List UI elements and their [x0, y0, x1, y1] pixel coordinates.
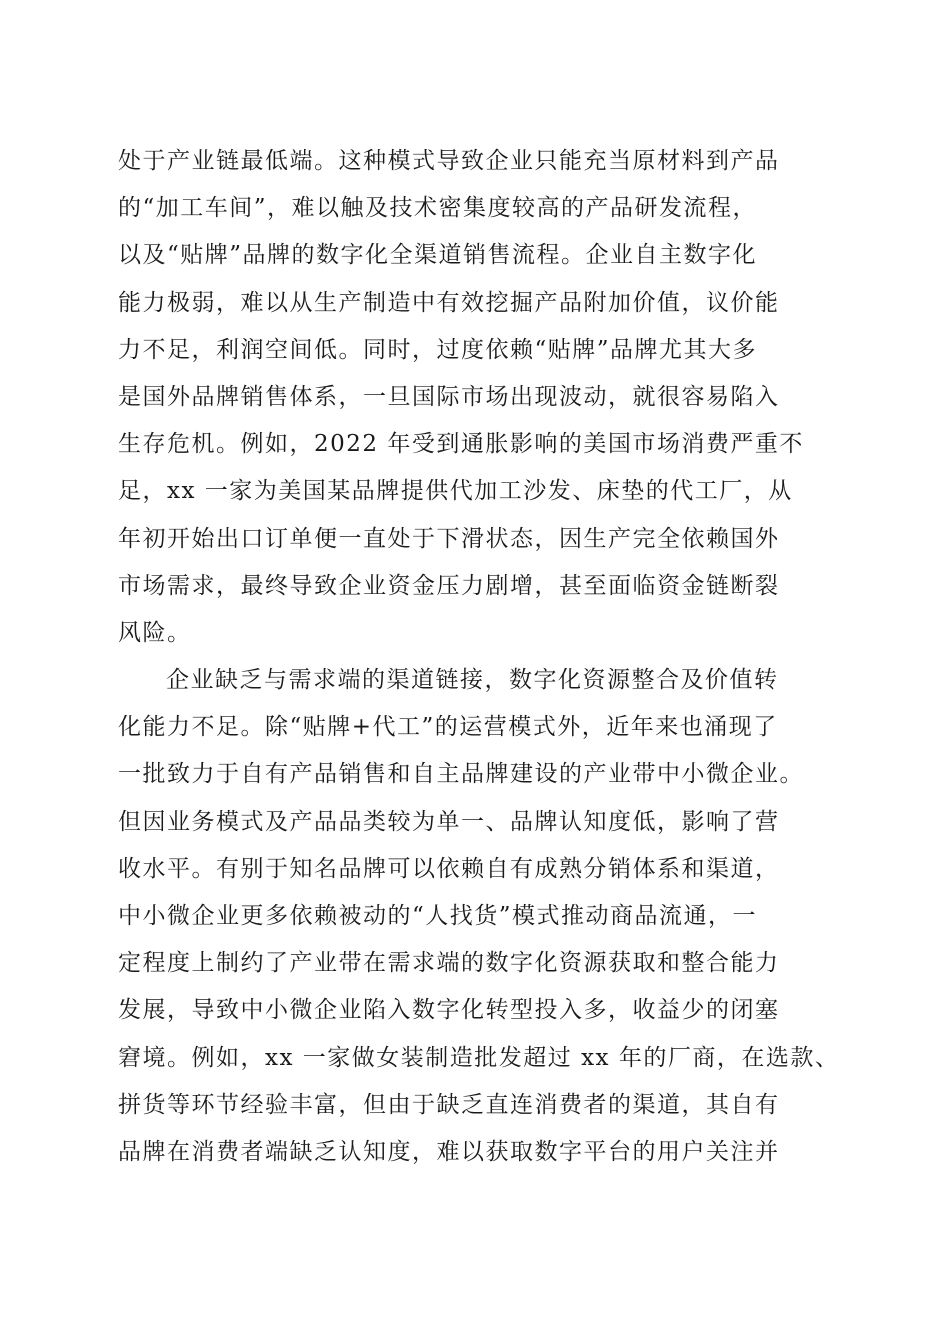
paragraph-line: 市场需求，最终导致企业资金压力剧增，甚至面临资金链断裂	[118, 572, 780, 599]
paragraph-line: 年初开始出口订单便一直处于下滑状态，因生产完全依赖国外	[118, 525, 780, 552]
paragraph-line: 能力极弱，难以从生产制造中有效挖掘产品附加价值，议价能	[118, 289, 780, 316]
paragraph-line: 足，xx 一家为美国某品牌提供代加工沙发、床垫的代工厂，从	[118, 478, 793, 505]
paragraph-line: 以及“贴牌”品牌的数字化全渠道销售流程。企业自主数字化	[118, 242, 758, 269]
paragraph-line: 是国外品牌销售体系，一旦国际市场出现波动，就很容易陷入	[118, 383, 780, 410]
paragraph-line: 生存危机。例如，2022 年受到通胀影响的美国市场消费严重不	[118, 431, 804, 458]
paragraph-1	[118, 138, 848, 657]
paragraph-line: 中小微企业更多依赖被动的“人找货”模式推动商品流通，一	[118, 903, 758, 929]
paragraph-line: 处于产业链最低端。这种模式导致企业只能充当原材料到产品	[118, 148, 780, 174]
body-text	[118, 138, 848, 1176]
paragraph-line: 发展，导致中小微企业陷入数字化转型投入多，收益少的闭塞	[118, 997, 780, 1024]
paragraph-line: 风险。	[118, 619, 192, 646]
paragraph-line: 收水平。有别于知名品牌可以依赖自有成熟分销体系和渠道，	[118, 855, 780, 882]
paragraph-line: 定程度上制约了产业带在需求端的数字化资源获取和整合能力	[118, 950, 780, 977]
paragraph-line: 力不足，利润空间低。同时，过度依赖“贴牌”品牌尤其大多	[118, 336, 758, 363]
paragraph-line: 拼货等环节经验丰富，但由于缺乏直连消费者的渠道，其自有	[118, 1091, 780, 1118]
paragraph-line: 窘境。例如，xx 一家做女装制造批发超过 xx 年的厂商，在选款、	[118, 1044, 840, 1071]
paragraph-line: 企业缺乏与需求端的渠道链接，数字化资源整合及价值转	[166, 667, 779, 694]
paragraph-line: 化能力不足。除“贴牌+代工”的运营模式外，近年来也涌现了	[118, 714, 778, 741]
paragraph-line: 品牌在消费者端缺乏认知度，难以获取数字平台的用户关注并	[118, 1138, 780, 1165]
paragraph-line: 一批致力于自有产品销售和自主品牌建设的产业带中小微企业。	[118, 761, 804, 788]
paragraph-line: 但因业务模式及产品品类较为单一、品牌认知度低，影响了营	[118, 808, 780, 835]
paragraph-line: 的“加工车间”，难以触及技术密集度较高的产品研发流程，	[118, 195, 758, 222]
paragraph-2	[118, 657, 848, 1176]
